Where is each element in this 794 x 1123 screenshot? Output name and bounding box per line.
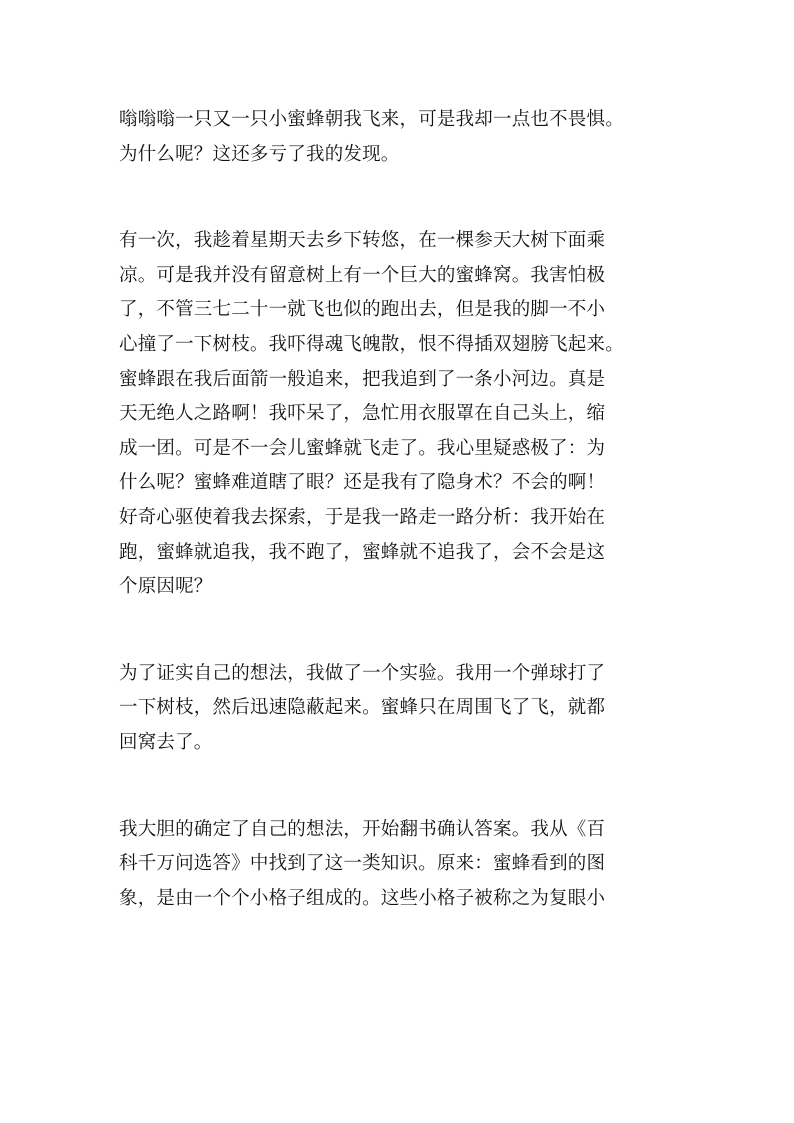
paragraph-line: 有一次，我趁着星期天去乡下转悠，在一棵参天大树下面乘 bbox=[119, 230, 606, 252]
paragraph-line: 凉。可是我并没有留意树上有一个巨大的蜜蜂窝。我害怕极 bbox=[119, 264, 606, 286]
paragraph-line: 成一团。可是不一会儿蜜蜂就飞走了。我心里疑惑极了：为 bbox=[119, 437, 606, 459]
document-body bbox=[119, 103, 689, 916]
paragraph-line: 个原因呢？ bbox=[119, 576, 213, 598]
paragraph-spacer bbox=[119, 605, 689, 657]
paragraph-line: 什么呢？蜜蜂难道瞎了眼？还是我有了隐身术？不会的啊！ bbox=[119, 472, 606, 494]
paragraph-line: 象，是由一个个小格子组成的。这些小格子被称之为复眼小 bbox=[119, 887, 606, 909]
paragraph-line: 跑，蜜蜂就追我，我不跑了，蜜蜂就不追我了，会不会是这 bbox=[119, 541, 606, 563]
paragraph-line: 天无绝人之路啊！我吓呆了，急忙用衣服罩在自己头上，缩 bbox=[119, 403, 606, 425]
paragraph-line: 我大胆的确定了自己的想法，开始翻书确认答案。我从《百 bbox=[119, 818, 606, 840]
paragraph-spacer bbox=[119, 172, 689, 224]
paragraph-line: 嗡嗡嗡一只又一只小蜜蜂朝我飞来，可是我却一点也不畏惧。 bbox=[119, 109, 624, 130]
paragraph-line: 为了证实自己的想法，我做了一个实验。我用一个弹球打了 bbox=[119, 662, 606, 684]
paragraph-line: 回窝去了。 bbox=[119, 731, 213, 753]
paragraph-line: 一下树枝，然后迅速隐蔽起来。蜜蜂只在周围飞了飞，就都 bbox=[119, 697, 606, 719]
paragraph-line: 好奇心驱使着我去探索，于是我一路走一路分析：我开始在 bbox=[119, 506, 606, 528]
paragraph-1 bbox=[119, 103, 689, 172]
paragraph-spacer bbox=[119, 761, 689, 813]
paragraph-2 bbox=[119, 224, 689, 605]
paragraph-4 bbox=[119, 813, 689, 917]
paragraph-3 bbox=[119, 657, 689, 761]
paragraph-line: 科千万问选答》中找到了这一类知识。原来：蜜蜂看到的图 bbox=[119, 853, 606, 875]
paragraph-line: 为什么呢？这还多亏了我的发现。 bbox=[119, 143, 400, 165]
paragraph-line: 蜜蜂跟在我后面箭一般追来，把我追到了一条小河边。真是 bbox=[119, 368, 606, 390]
paragraph-line: 心撞了一下树枝。我吓得魂飞魄散，恨不得插双翅膀飞起来。 bbox=[119, 333, 624, 355]
paragraph-line: 了，不管三七二十一就飞也似的跑出去，但是我的脚一不小 bbox=[119, 299, 606, 321]
